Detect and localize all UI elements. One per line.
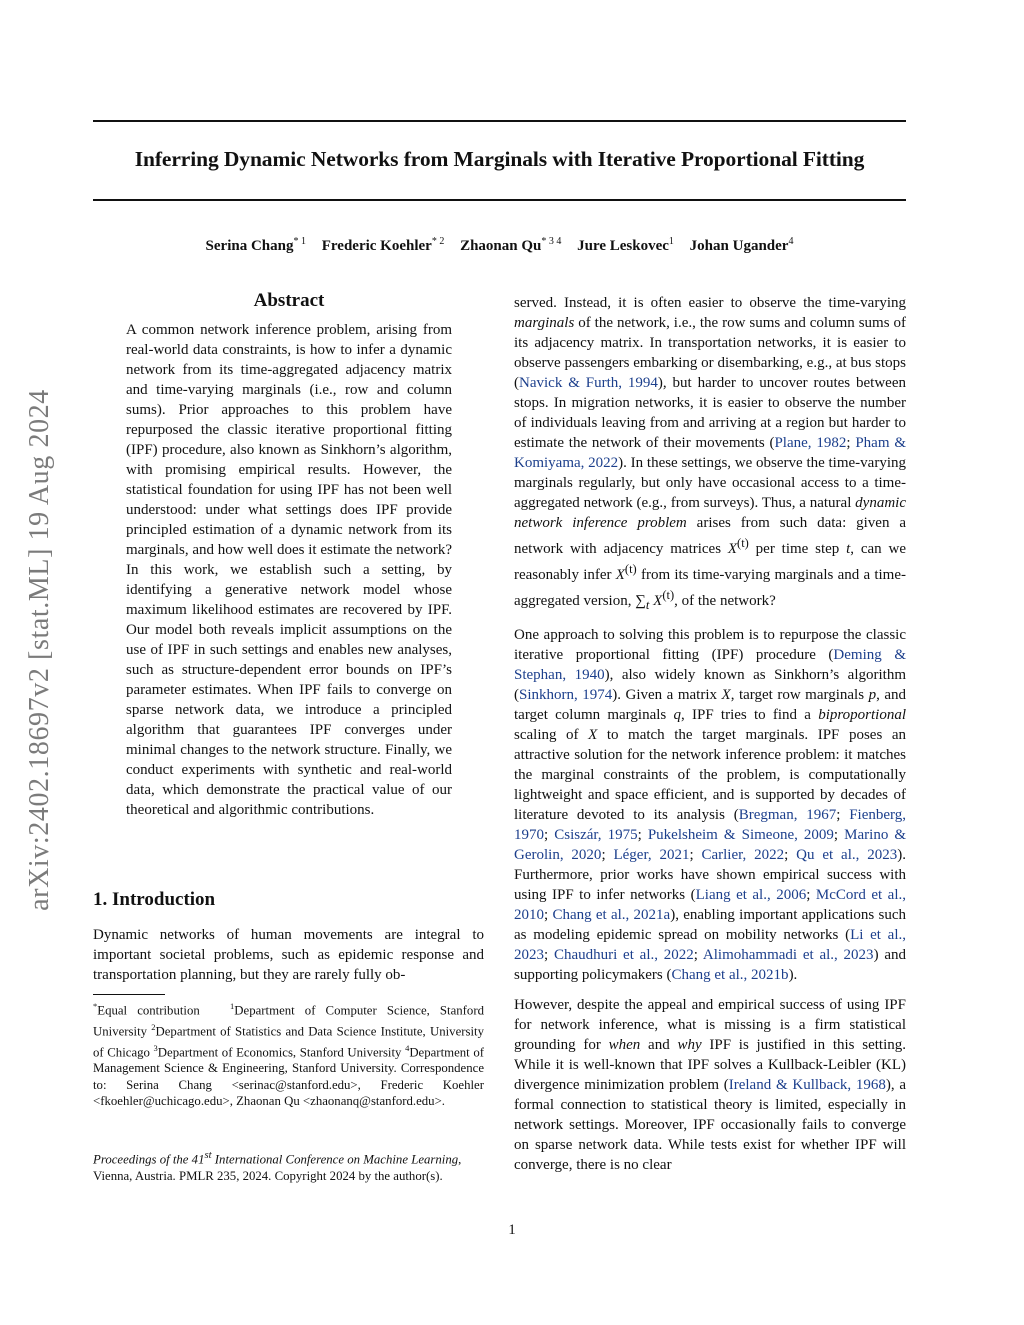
footnote: *Equal contribution $^1$Department of Computer Science, Stanford University $^2$Department of Statistics and Data Science Institute, University of Chicago $^3$Department of Economics, Stanford University $^4$Department of Management Science & Engineering, Stanford University. Correspondence to: Serina Chang <serinac@stanford.edu>, Frederic Koehler <fkoehler@uchicago.edu>, Zhaonan Qu <zhaonanq@stanford.edu>. [93,1001,484,1109]
citation-link[interactable]: Plane, 1982 [774,435,847,451]
page-number: 1 [508,1222,516,1238]
citation-link[interactable]: Alimohammadi et al., 2023 [702,947,874,963]
citation-link[interactable]: Pham & Komiyama, 2022 [514,435,906,471]
introduction-text: Dynamic networks of human movements are integral to important societal problems, such as epidemic response and transportation planning, but they are rarely fully ob- [93,927,484,983]
citation-link[interactable]: Chang et al., 2021b [671,967,789,983]
citation-link[interactable]: Chaudhuri et al., 2022 [553,947,694,963]
citation-link[interactable]: Liang et al., 2006 [695,887,807,903]
citation-link[interactable]: Sinkhorn, 1974 [519,687,613,703]
author: Jure Leskovec$^1$ [577,236,674,254]
paragraph: served. Instead, it is often easier to observe the time-varying marginals of the network, i.e., the row sums and column sums of its adjacency matrix. In transportation networks, it is easier to observe passengers embarking or disembarking, e.g., at bus stops (Navick & Furth, 1994), but harder to uncover routes between stops. In migration networks, it is easier to observe the number of individuals leaving from and arriving at a region but harder to estimate the network of their movements (Plane, 1982; Pham & Komiyama, 2022). In these settings, we observe the time-varying marginals regularly, but only have occasional access to a time-aggregated network (e.g., from surveys). Thus, a natural dynamic network inference problem arises from such data: given a network with adjacency matrices $X^{(t)}$ per time step t, can we reasonably infer $X^{(t)}$ from its time-varying marginals and a time-aggregated version, $\sum_t$ $X^{(t)}$, of the network? [514,295,906,612]
citation-link[interactable]: Li et al., 2023 [514,927,906,963]
citation-link[interactable]: McCord et al., 2010 [514,887,906,923]
introduction-section [93,890,484,985]
arxiv-stamp: arXiv:2402.18697v2 [stat.ML] 19 Aug 2024 [24,389,55,911]
citation-link[interactable]: Pukelsheim & Simeone, 2009 [647,827,834,843]
citation-link[interactable]: Carlier, 2022 [701,847,785,863]
citation-link[interactable]: Navick & Furth, 1994 [519,375,658,391]
citation-link[interactable]: Chang et al., 2021a [552,907,671,923]
author: Frederic Koehler$^{* 2}$ [321,236,445,254]
paragraph: One approach to solving this problem is to repurpose the classic iterative proportional fitting (IPF) procedure (Deming & Stephan, 1940), also widely known as Sinkhorn’s algorithm (Sinkhorn, 1974). Given a matrix X, target row marginals p, and target column marginals q, IPF tries to find a biproportional scaling of X to match the target marginals. IPF poses an attractive solution for the network inference problem: it matches the marginal constraints of the problem, is computationally lightweight and space efficient, and is supported by decades of literature devoted to its analysis (Bregman, 1967; Fienberg, 1970; Csiszár, 1975; Pukelsheim & Simeone, 2009; Marino & Gerolin, 2020; Léger, 2021; Carlier, 2022; Qu et al., 2023). Furthermore, prior works have shown empirical success with using IPF to infer networks (Liang et al., 2006; McCord et al., 2010; Chang et al., 2021a), enabling important applications such as modeling epidemic spread on mobility networks (Li et al., 2023; Chaudhuri et al., 2022; Alimohammadi et al., 2023) and supporting policymakers (Chang et al., 2021b). [514,627,907,983]
paragraph: However, despite the appeal and empirical success of using IPF for network inference, what is missing is a firm statistical grounding for when and why IPF is justified in this setting. While it is well-known that IPF solves a Kullback-Leibler (KL) divergence minimization problem (Ireland & Kullback, 1968), a formal connection to statistical theory is limited, especially in network settings. Moreover, IPF occasionally fails to converge on sparse network data. While tests exist for whether IPF will converge, there is no clear [514,997,907,1173]
title-rule-top [93,120,906,122]
abstract-heading: Abstract [253,290,325,311]
citation-link[interactable]: Csiszár, 1975 [554,827,638,843]
title-rule-bottom [93,199,906,201]
abstract-text: A common network inference problem, arising from real-world data constraints, is how to infer a dynamic network from its time-aggregated adjacency matrix and time-varying marginals (i.e., row and column sums). Prior approaches to this problem have repurposed the classic iterative proportional fitting (IPF) procedure, also known as Sinkhorn’s algorithm, with promising empirical results. However, the statistical foundation for using IPF has not been well understood: under what settings does IPF provide principled estimation of a dynamic network from its marginals, and how well does it estimate the network? In this work, we establish such a setting, by identifying a generative network model whose maximum likelihood estimates are recovered by IPF. Our model both reveals implicit assumptions on the use of IPF in such settings and enables new analyses, such as structure-dependent error bounds on IPF’s parameter estimates. When IPF fails to converge on sparse network data, we introduce a principled algorithm that guarantees IPF converges under minimal changes to the network structure. Finally, we conduct experiments with synthetic and real-world data, which demonstrate the practical value of our theoretical and algorithmic contributions. [126,322,452,818]
citation-link[interactable]: Ireland & Kullback, 1968 [728,1077,886,1093]
citation-link[interactable]: Léger, 2021 [613,847,690,863]
proceedings-note: Proceedings of the 41st International Conference on Machine Learning, Vienna, Austria. PMLR 235, 2024. Copyright 2024 by the author(s). [93,1150,462,1183]
author: Zhaonan $Qu^{* 3 4}$ [460,236,562,254]
author: Johan Ugander$^4$ [689,236,794,254]
abstract-section [126,291,452,820]
paper-title: Inferring Dynamic Networks from Marginals with Iterative Proportional Fitting [134,147,865,171]
citation-link[interactable]: Deming & Stephan, 1940 [514,647,906,683]
introduction-heading: 1. Introduction [93,889,216,910]
citation-link[interactable]: Qu et al., 2023 [796,847,898,863]
author: Serina Chang$^{* 1}$ [205,236,306,254]
right-column [514,293,906,1185]
citation-link[interactable]: Marino & Gerolin, 2020 [514,827,907,863]
citation-link[interactable]: Bregman, 1967 [738,807,837,823]
footnote-rule [93,994,165,995]
citation-link[interactable]: Fienberg, 1970 [514,807,907,843]
author-list [93,236,906,255]
